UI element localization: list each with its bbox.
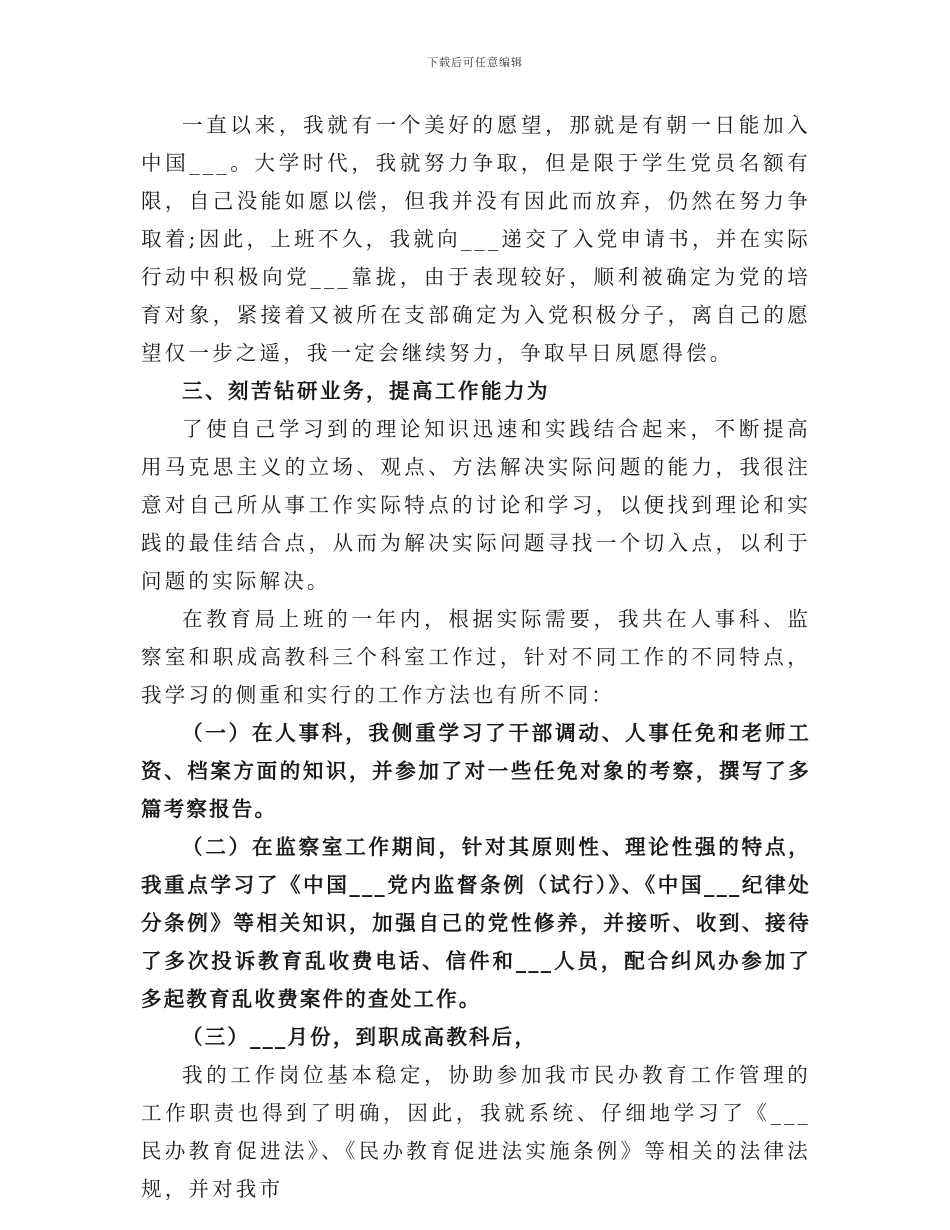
section-heading-3: 三、刻苦钻研业务，提高工作能力为 bbox=[182, 379, 550, 403]
paragraph-aspiration: 一直以来，我就有一个美好的愿望，那就是有朝一日能加入中国___。大学时代，我就努力争取，但是限于学生党员名额有限，自己没能如愿以偿，但我并没有因此而放弃，仍然在努力争取着;因此，上班不久，我就向___递交了入党申请书，并在实际行动中积极向党___靠拢，由于表现较好，顺利被确定为党的培育对象，紧接着又被所在支部确定为入党积极分子，离自己的愿望仅一步之遥，我一定会继续努力，争取早日夙愿得偿。 bbox=[141, 113, 811, 365]
paragraph-theory-practice: 了使自己学习到的理论知识迅速和实践结合起来，不断提高用马克思主义的立场、观点、方法解决实际问题的能力，我很注意对自己所从事工作实际特点的讨论和学习，以便找到理论和实践的最佳结合点，从而为解决实际问题寻找一个切入点，以利于问题的实际解决。 bbox=[141, 417, 811, 593]
paragraph-departments: 在教育局上班的一年内，根据实际需要，我共在人事科、监察室和职成高教科三个科室工作过，针对不同工作的不同特点，我学习的侧重和实行的工作方法也有所不同： bbox=[141, 607, 811, 707]
paragraph-private-education: 我的工作岗位基本稳定，协助参加我市民办教育工作管理的工作职责也得到了明确，因此，我就系统、仔细地学习了《___民办教育促进法》、《民办教育促进法实施条例》等相关的法律法规，并对我市 bbox=[141, 1063, 811, 1201]
page-header: 下载后可任意编辑 bbox=[427, 56, 523, 69]
list-item-personnel: （一）在人事科，我侧重学习了干部调动、人事任免和老师工资、档案方面的知识，并参加了对一些任免对象的考察，撰写了多篇考察报告。 bbox=[141, 721, 811, 821]
document-body bbox=[141, 106, 811, 1208]
list-item-vocational: （三）___月份，到职成高教科后， bbox=[182, 1025, 538, 1049]
list-item-supervision: （二）在监察室工作期间，针对其原则性、理论性强的特点，我重点学习了《中国___党内监督条例（试行）》、《中国___纪律处分条例》等相关知识，加强自己的党性修养，并接听、收到、接待了多次投诉教育乱收费电话、信件和___人员，配合纠风办参加了多起教育乱收费案件的查处工作。 bbox=[141, 835, 811, 1011]
